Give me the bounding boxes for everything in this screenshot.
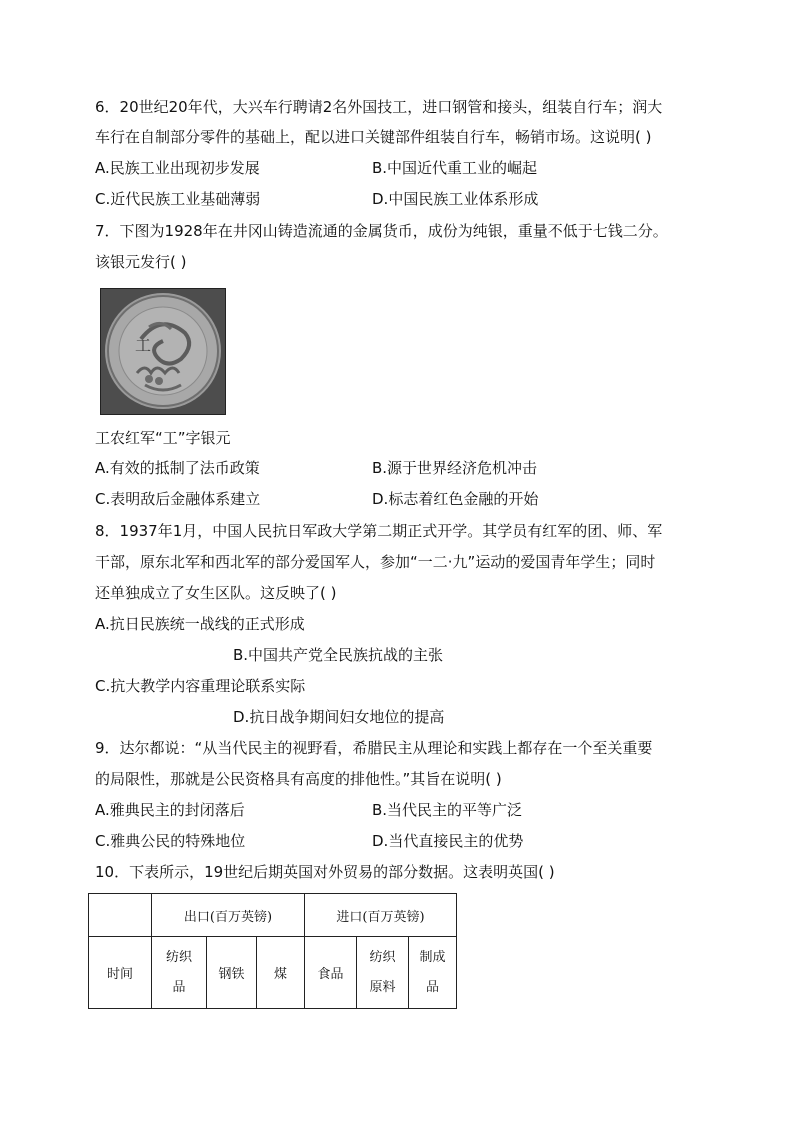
- table-header-row: [89, 894, 457, 937]
- time-header-cell: 时间: [89, 937, 152, 1009]
- q8-option-c: C.抗大教学内容重理论联系实际: [95, 677, 306, 695]
- import-col-manufactured-line-1: 制成: [419, 949, 446, 965]
- import-col-textile-raw-line-2: 原料: [369, 979, 396, 995]
- import-col-food: 食品: [305, 937, 357, 1009]
- export-col-textiles: [152, 937, 207, 1009]
- import-col-textile-raw-line-1: 纺织: [369, 949, 396, 965]
- trade-data-table: [88, 893, 457, 1009]
- q6-option-a: A.民族工业出现初步发展: [95, 159, 260, 177]
- q8-option-d: D.抗日战争期间妇女地位的提高: [233, 708, 445, 726]
- import-col-manufactured: [409, 937, 457, 1009]
- q6-option-c: C.近代民族工业基础薄弱: [95, 190, 261, 208]
- q10-stem-line-1: 10．下表所示，19世纪后期英国对外贸易的部分数据。这表明英国( ): [95, 863, 555, 881]
- q6-option-b: B.中国近代重工业的崛起: [372, 159, 538, 177]
- q7-option-c: C.表明敌后金融体系建立: [95, 490, 261, 508]
- export-header-cell: 出口(百万英镑): [152, 894, 305, 937]
- export-col-textiles-line-2: 品: [172, 979, 186, 995]
- q7-image-caption: 工农红军“工”字银元: [95, 429, 231, 447]
- q9-option-a: A.雅典民主的封闭落后: [95, 801, 245, 819]
- svg-text:工: 工: [135, 336, 152, 355]
- export-col-textiles-line-1: 纺织: [165, 949, 192, 965]
- q9-stem-line-1: 9．达尔都说：“从当代民主的视野看，希腊民主从理论和实践上都存在一个至关重要: [95, 739, 653, 757]
- q6-stem-line-2: 车行在自制部分零件的基础上，配以进口关键部件组装自行车，畅销市场。这说明( ): [95, 128, 652, 146]
- q8-option-b: B.中国共产党全民族抗战的主张: [233, 646, 444, 664]
- q6-stem-line-1: 6．20世纪20年代，大兴车行聘请2名外国技工，进口钢管和接头，组装自行车；润大: [95, 98, 663, 116]
- export-col-steel: 钢铁: [207, 937, 257, 1009]
- q8-option-a: A.抗日民族统一战线的正式形成: [95, 615, 305, 633]
- q9-option-c: C.雅典公民的特殊地位: [95, 832, 246, 850]
- q7-option-a: A.有效的抵制了法币政策: [95, 459, 260, 477]
- q8-stem-line-1: 8．1937年1月，中国人民抗日军政大学第二期正式开学。其学员有红军的团、师、军: [95, 522, 663, 540]
- q9-stem-line-2: 的局限性，那就是公民资格具有高度的排他性。”其旨在说明( ): [95, 770, 502, 788]
- q6-option-d: D.中国民族工业体系形成: [372, 190, 539, 208]
- q7-stem-line-1: 7．下图为1928年在井冈山铸造流通的金属货币，成份为纯银，重量不低于七钱二分。: [95, 222, 668, 240]
- q9-option-d: D.当代直接民主的优势: [372, 832, 524, 850]
- silver-coin-image: [100, 288, 226, 415]
- q7-option-b: B.源于世界经济危机冲击: [372, 459, 538, 477]
- q8-stem-line-3: 还单独成立了女生区队。这反映了( ): [95, 584, 337, 602]
- q7-option-d: D.标志着红色金融的开始: [372, 490, 539, 508]
- import-header-cell: 进口(百万英镑): [305, 894, 457, 937]
- table-subheader-row: [89, 937, 457, 1009]
- export-col-coal: 煤: [257, 937, 305, 1009]
- q9-option-b: B.当代民主的平等广泛: [372, 801, 523, 819]
- q8-stem-line-2: 干部，原东北军和西北军的部分爱国军人，参加“一二·九”运动的爱国青年学生；同时: [95, 553, 656, 571]
- import-col-manufactured-line-2: 品: [425, 979, 439, 995]
- import-col-textile-raw: [357, 937, 409, 1009]
- table-corner-cell: [89, 894, 152, 937]
- q7-stem-line-2: 该银元发行( ): [95, 253, 187, 271]
